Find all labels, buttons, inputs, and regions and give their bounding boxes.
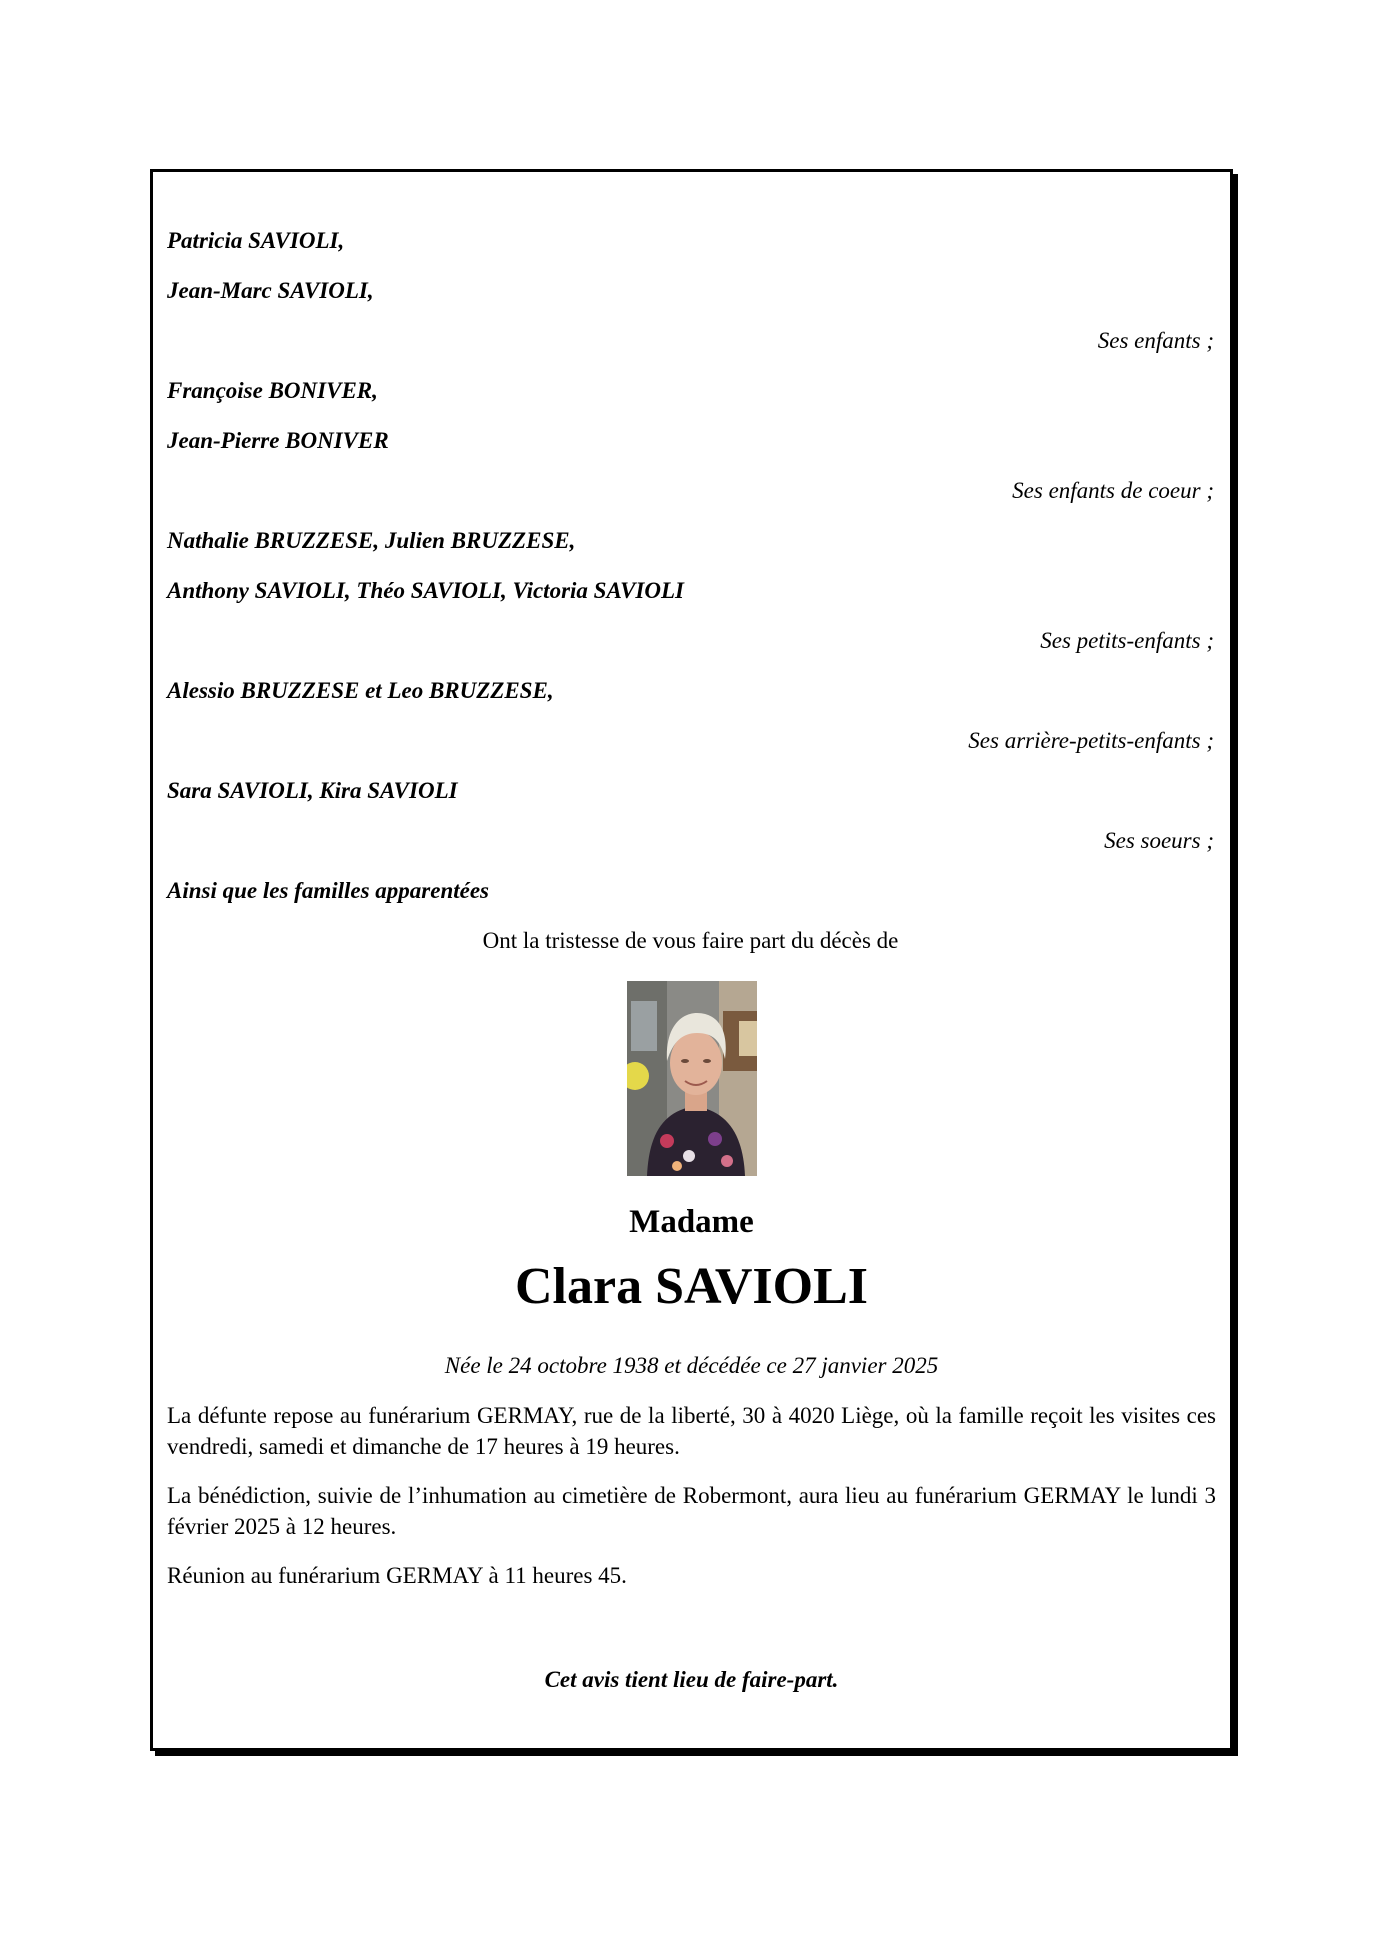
- great-grandchildren-line: Alessio BRUZZESE et Leo BRUZZESE,: [167, 678, 554, 703]
- grandchildren-line-1: Nathalie BRUZZESE, Julien BRUZZESE,: [167, 528, 576, 553]
- child-of-heart-name-2: Jean-Pierre BONIVER: [167, 428, 389, 453]
- grandchildren-label: Ses petits-enfants ;: [1040, 628, 1214, 653]
- footer-notice: Cet avis tient lieu de faire-part.: [544, 1667, 839, 1692]
- obituary-frame: [150, 169, 1233, 1751]
- sisters-line: Sara SAVIOLI, Kira SAVIOLI: [167, 778, 458, 803]
- visitation-paragraph: La défunte repose au funérarium GERMAY, rue de la liberté, 30 à 4020 Liège, où la famille reçoit les visites ces vendredi, samedi et dimanche de 17 heures à 19 heures.: [167, 1403, 1216, 1459]
- children-of-heart-label: Ses enfants de coeur ;: [1012, 478, 1214, 503]
- grandchildren-line-2: Anthony SAVIOLI, Théo SAVIOLI, Victoria SAVIOLI: [167, 578, 684, 603]
- relatives-line: Ainsi que les familles apparentées: [167, 878, 489, 903]
- child-name-2: Jean-Marc SAVIOLI,: [167, 278, 374, 303]
- meeting-paragraph: Réunion au funérarium GERMAY à 11 heures 45.: [167, 1563, 627, 1588]
- birth-death-dates: Née le 24 octobre 1938 et décédée ce 27 janvier 2025: [444, 1353, 939, 1378]
- child-name-1: Patricia SAVIOLI,: [167, 228, 345, 253]
- announcement-text: Ont la tristesse de vous faire part du décès de: [482, 928, 899, 953]
- deceased-title: Madame: [629, 1204, 754, 1240]
- deceased-name: Clara SAVIOLI: [514, 1258, 868, 1315]
- children-label: Ses enfants ;: [1097, 328, 1214, 353]
- child-of-heart-name-1: Françoise BONIVER,: [167, 378, 378, 403]
- sisters-label: Ses soeurs ;: [1104, 828, 1214, 853]
- deceased-photo: [627, 981, 763, 1176]
- great-grandchildren-label: Ses arrière-petits-enfants ;: [968, 728, 1214, 753]
- ceremony-paragraph: La bénédiction, suivie de l’inhumation au cimetière de Robermont, aura lieu au funérarium GERMAY le lundi 3 février 2025 à 12 heures.: [167, 1483, 1216, 1539]
